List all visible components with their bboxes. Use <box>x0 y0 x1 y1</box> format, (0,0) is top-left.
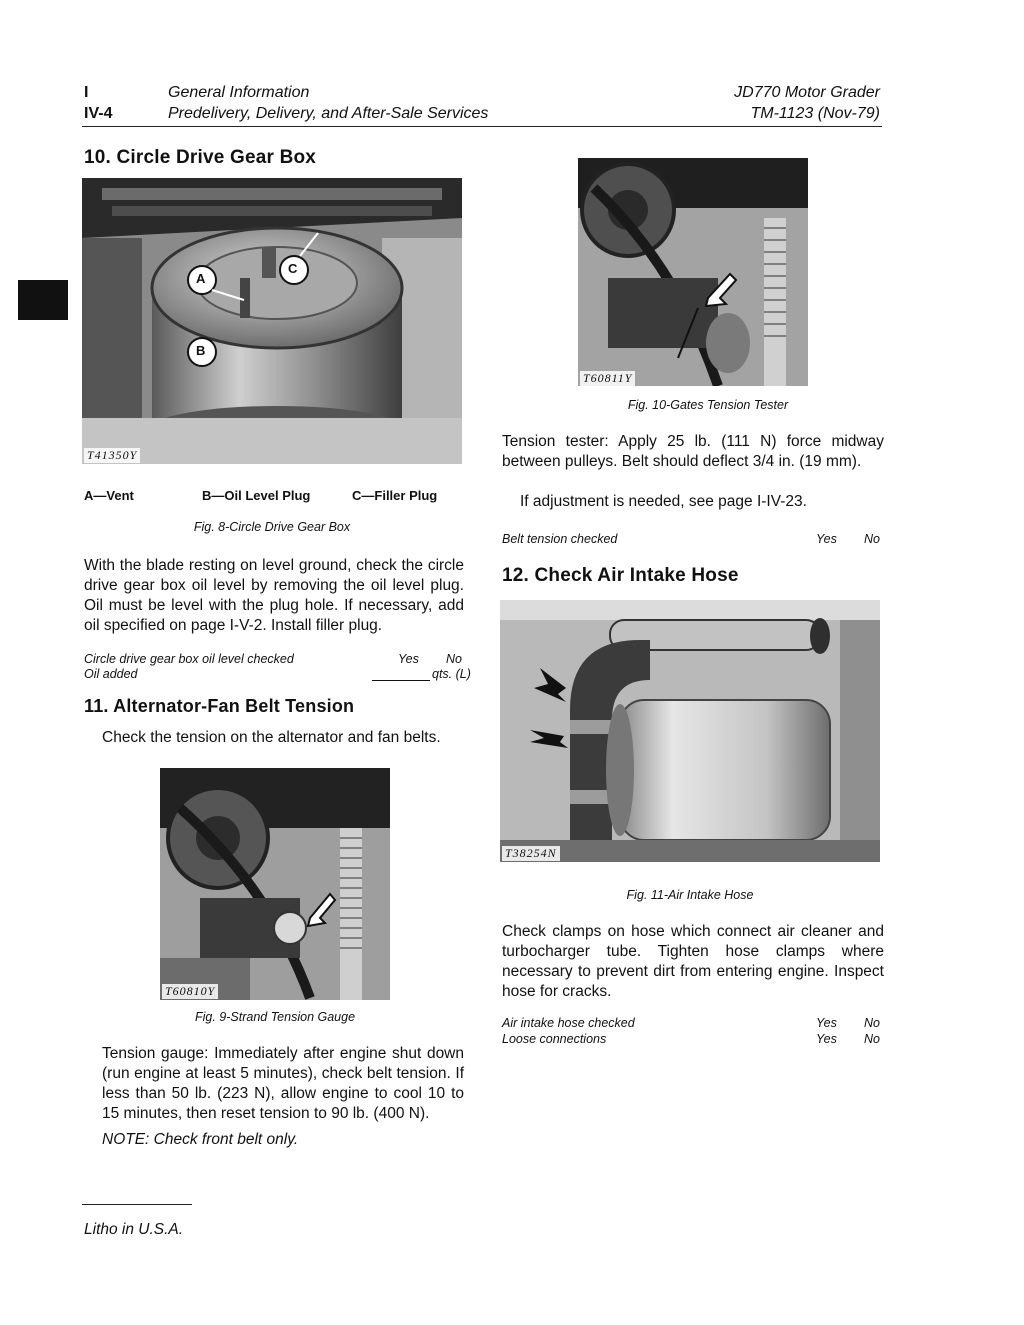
check-oil-level-label: Circle drive gear box oil level checked <box>84 652 294 666</box>
photo-tag-t41350y: T41350Y <box>84 448 140 463</box>
section-11-title: 11. Alternator-Fan Belt Tension <box>84 696 355 716</box>
section-tab-marker <box>18 280 68 320</box>
header-subsection-title: Predelivery, Delivery, and After-Sale Services <box>168 105 489 122</box>
sec11-intro: Check the tension on the alternator and fan belts. <box>102 729 441 746</box>
oil-added-unit: qts. (L) <box>432 667 471 681</box>
label-b: B <box>196 343 206 358</box>
sec11-body: Tension gauge: Immediately after engine shut down (run engine at least 5 minutes), check belt tension. If less than 50 lb. (223 N), allow engine to cool 10 to 15 minutes, then reset tension to 90 lb. (400 N). <box>102 1045 464 1122</box>
oil-added-label: Oil added <box>84 667 138 681</box>
fig11-caption: Fig. 11-Air Intake Hose <box>626 888 754 902</box>
check-loose-connections-label: Loose connections <box>502 1032 607 1046</box>
photo-tag-t60811y: T60811Y <box>580 371 635 386</box>
header-model: JD770 Motor Grader <box>734 84 880 101</box>
check-oil-level-no: No <box>446 652 462 666</box>
sec10-body: With the blade resting on level ground, check the circle drive gear box oil level by removing the oil level plug. Oil must be level with the plug hole. If necessary, add oil specified on page I-V-2. Install filler plug. <box>84 557 464 634</box>
sec12-body: Check clamps on hose which connect air cleaner and turbocharger tube. Tighten hose clamps where necessary to prevent dirt from entering engine. Inspect hose for cracks. <box>502 923 884 1000</box>
fig8-caption: Fig. 8-Circle Drive Gear Box <box>193 520 351 534</box>
photo-tag-t60810y: T60810Y <box>162 984 218 999</box>
header-section-title: General Information <box>168 84 310 101</box>
air-intake-hose-photo <box>500 600 880 862</box>
check-belt-tension-no: No <box>864 532 880 546</box>
fig10-adjust: If adjustment is needed, see page I-IV-23. <box>520 493 807 510</box>
check-air-intake-no: No <box>864 1016 880 1030</box>
oil-added-blank <box>372 668 430 681</box>
section-10-title: 10. Circle Drive Gear Box <box>84 147 317 168</box>
legend-oil-level-plug: B—Oil Level Plug <box>202 488 311 503</box>
check-loose-connections-yes: Yes <box>816 1032 837 1046</box>
header-manual: TM-1123 (Nov-79) <box>750 105 880 122</box>
sec11-note: NOTE: Check front belt only. <box>102 1131 299 1148</box>
legend-vent: A—Vent <box>84 488 134 503</box>
check-oil-level-yes: Yes <box>398 652 419 666</box>
footer-rule <box>82 1204 192 1205</box>
page-number: IV-4 <box>84 105 113 122</box>
footer-litho: Litho in U.S.A. <box>84 1221 184 1238</box>
photo-tag-t38254n: T38254N <box>502 846 560 861</box>
fig10-body: Tension tester: Apply 25 lb. (111 N) force midway between pulleys. Belt should deflect 3/4 in. (19 mm). <box>502 433 884 470</box>
gates-tension-tester-photo <box>578 158 808 386</box>
check-belt-tension-yes: Yes <box>816 532 837 546</box>
legend-filler-plug: C—Filler Plug <box>352 488 438 503</box>
strand-tension-gauge-photo <box>160 768 390 1000</box>
check-loose-connections-no: No <box>864 1032 880 1046</box>
section-12-title: 12. Check Air Intake Hose <box>502 565 739 586</box>
label-a: A <box>196 271 206 286</box>
fig9-caption: Fig. 9-Strand Tension Gauge <box>194 1010 356 1024</box>
circle-drive-gear-box-photo <box>82 178 462 464</box>
fig10-caption: Fig. 10-Gates Tension Tester <box>627 398 789 412</box>
header-rule <box>82 126 882 127</box>
check-belt-tension-label: Belt tension checked <box>502 532 618 546</box>
section-number: I <box>84 84 89 101</box>
check-air-intake-label: Air intake hose checked <box>502 1016 635 1030</box>
oil-added-quantity <box>372 667 471 681</box>
label-c: C <box>288 261 298 276</box>
check-air-intake-yes: Yes <box>816 1016 837 1030</box>
